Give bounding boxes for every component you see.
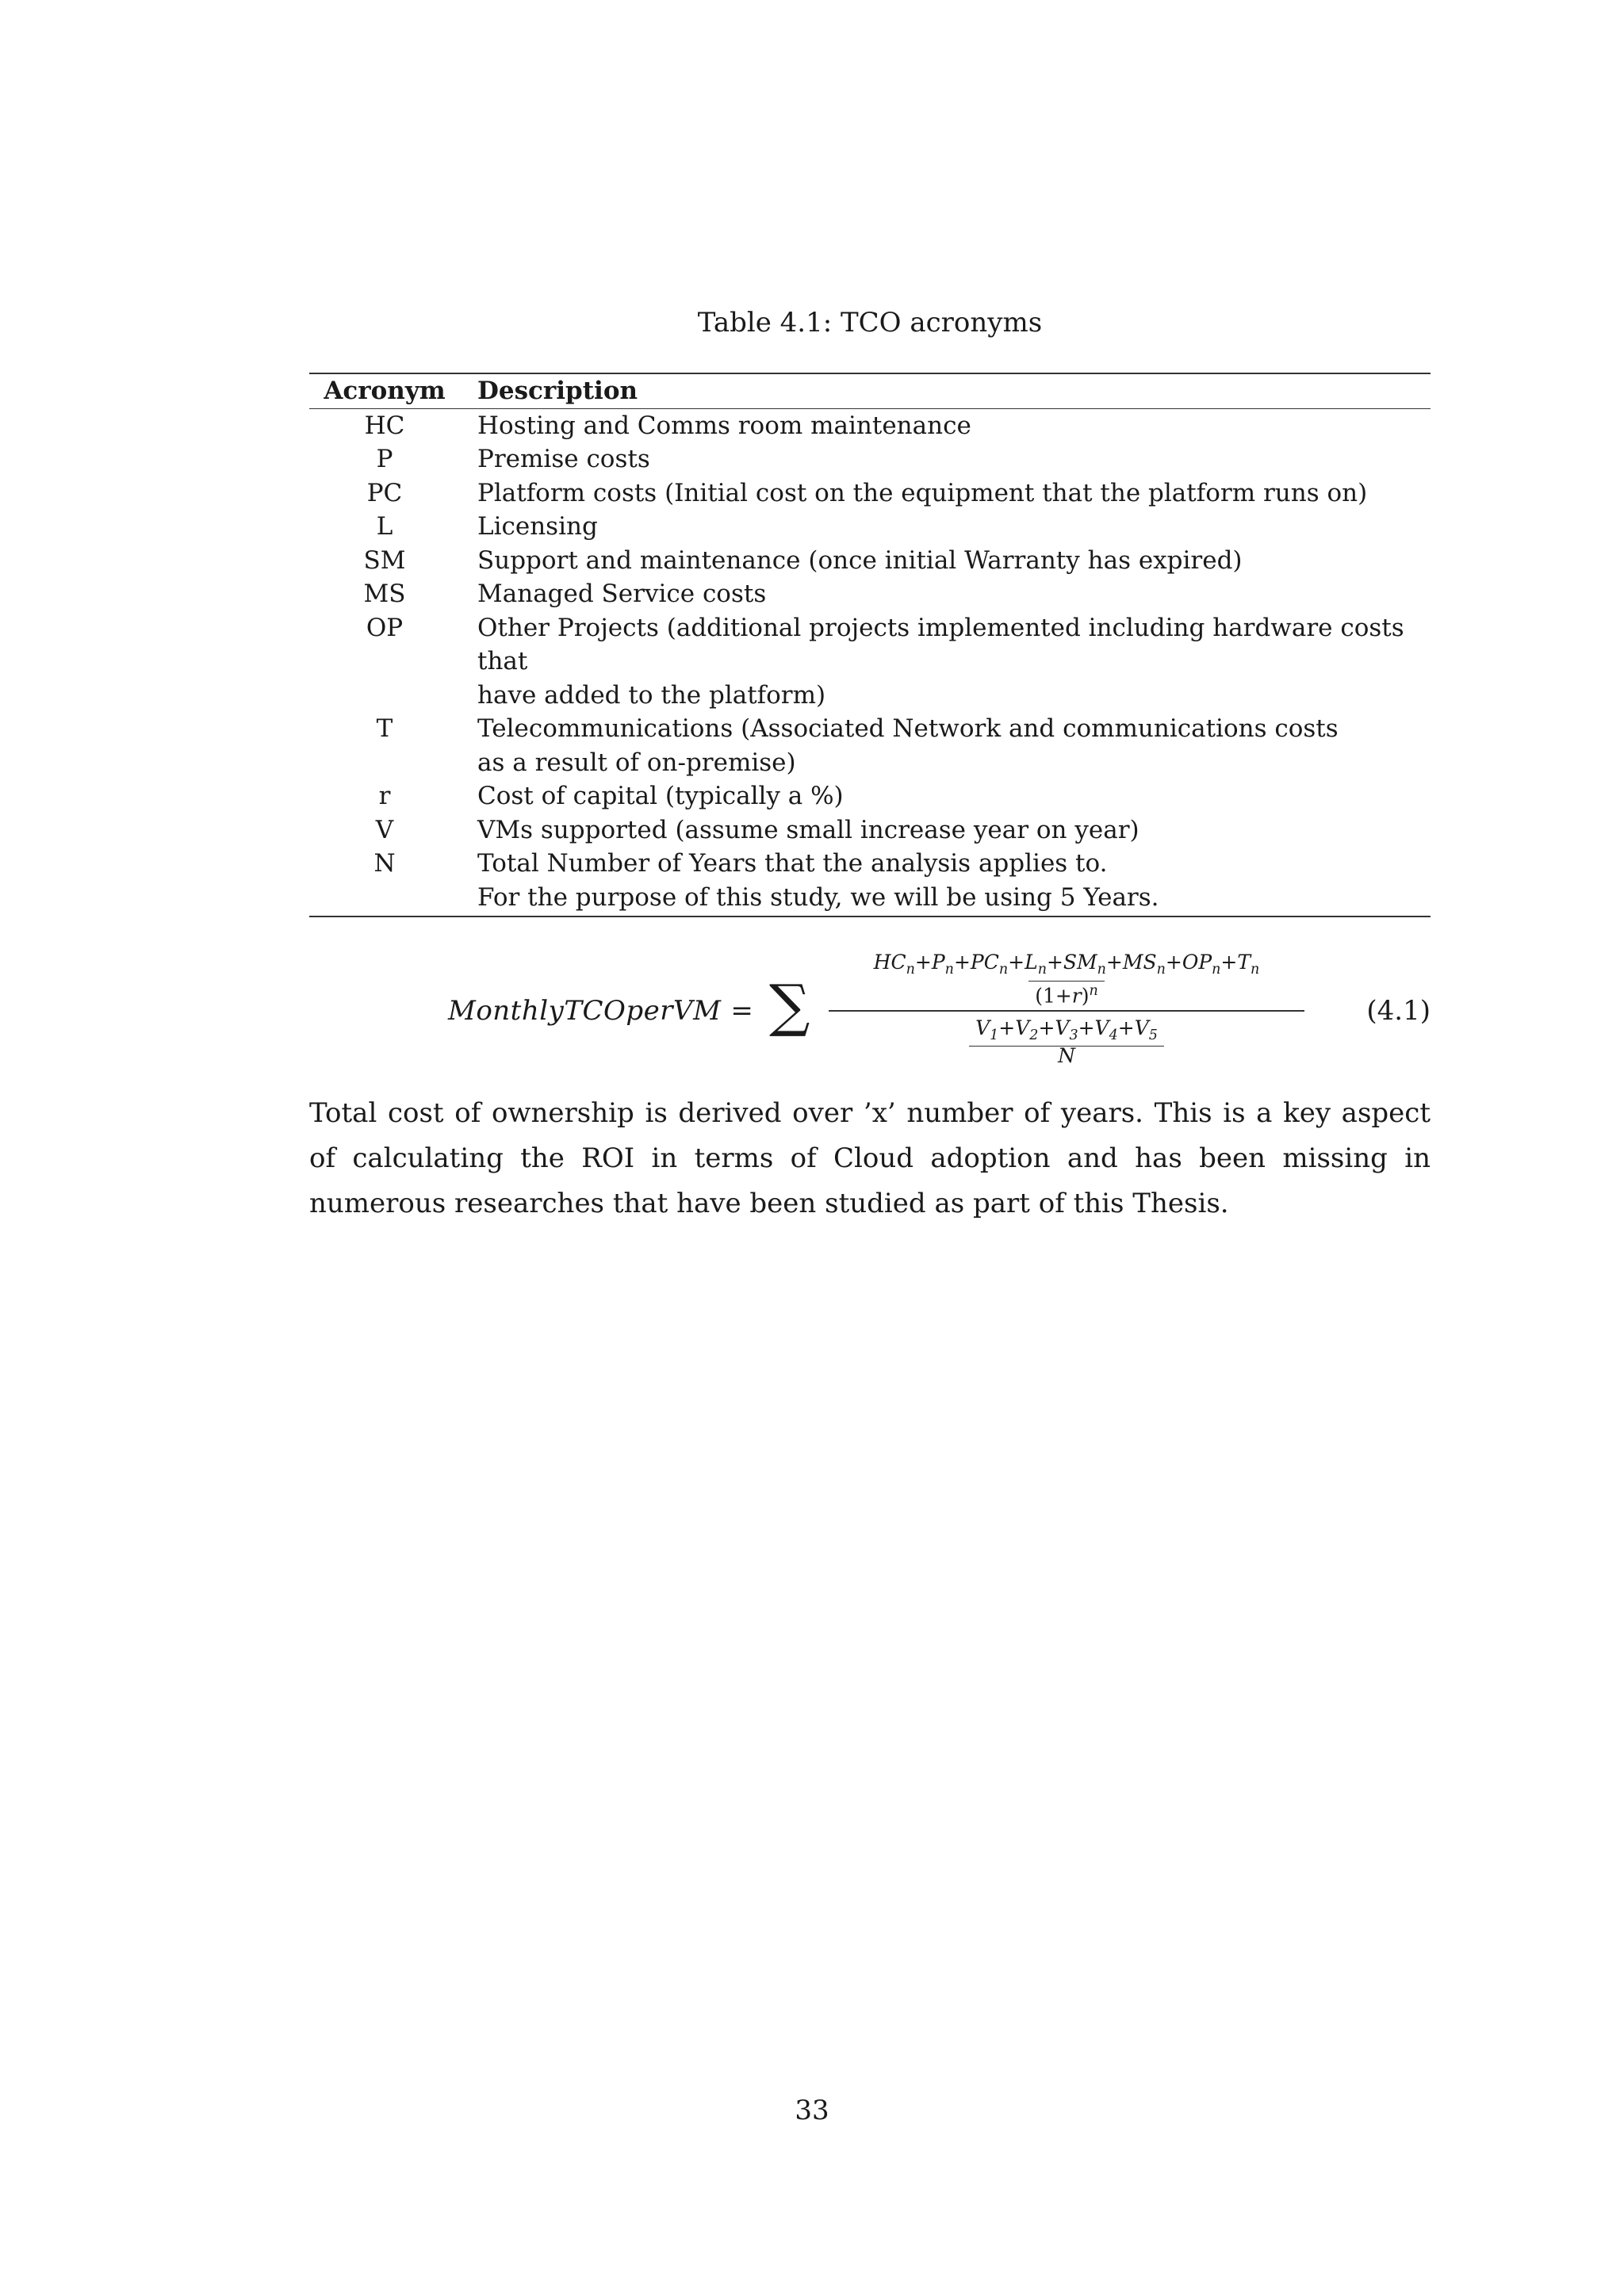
description-line: Total Number of Years that the analysis applies to. bbox=[477, 849, 1108, 878]
description-line: Platform costs (Initial cost on the equipment that the platform runs on) bbox=[477, 478, 1368, 507]
description-line: For the purpose of this study, we will be using 5 Years. bbox=[477, 882, 1159, 912]
tco-acronyms-table bbox=[309, 373, 1431, 917]
acronym-cell: HC bbox=[364, 411, 405, 440]
table-row bbox=[309, 408, 1431, 442]
column-header-description: Description bbox=[477, 373, 1431, 408]
description-cell bbox=[477, 476, 1431, 511]
description-line: Other Projects (additional projects implemented including hardware costs that bbox=[477, 613, 1404, 675]
table-row bbox=[309, 847, 1431, 916]
description-line: Licensing bbox=[477, 512, 598, 541]
description-cell bbox=[477, 712, 1431, 779]
description-line: as a result of on-premise) bbox=[477, 748, 796, 777]
acronym-cell: OP bbox=[366, 613, 404, 642]
description-line: Hosting and Comms room maintenance bbox=[477, 411, 971, 440]
table-row bbox=[309, 813, 1431, 848]
equation-lhs bbox=[448, 995, 753, 1027]
table-row bbox=[309, 442, 1431, 476]
column-header-acronym: Acronym bbox=[309, 373, 477, 408]
table-header-row bbox=[309, 373, 1431, 408]
table-row bbox=[309, 712, 1431, 779]
description-cell bbox=[477, 544, 1431, 578]
summation-symbol: ∑ bbox=[769, 972, 810, 1039]
description-cell bbox=[477, 577, 1431, 611]
cost-sum: $HC_n+P_n+PC_n+L_n+SM_n+MS_n+OP_n+T_n$ bbox=[873, 951, 1260, 978]
table-body bbox=[309, 408, 1431, 916]
table-row bbox=[309, 611, 1431, 713]
acronym-cell: SM bbox=[363, 545, 406, 575]
description-cell bbox=[477, 611, 1431, 713]
description-line: have added to the platform) bbox=[477, 680, 826, 710]
description-cell bbox=[477, 847, 1431, 916]
table-row bbox=[309, 577, 1431, 611]
acronym-cell: PC bbox=[366, 478, 403, 507]
description-cell bbox=[477, 442, 1431, 476]
description-line: Premise costs bbox=[477, 445, 650, 473]
equals-sign: = bbox=[730, 995, 754, 1027]
description-line: VMs supported (assume small increase year on year) bbox=[477, 815, 1139, 844]
equation-4-1 bbox=[309, 951, 1431, 1070]
table-caption: Table 4.1: TCO acronyms bbox=[697, 307, 1043, 339]
description-line: Managed Service costs bbox=[477, 580, 767, 608]
body-paragraph: Total cost of ownership is derived over ’x’ number of years. This is a key aspect of calculating the ROI in terms of Cloud adoption and has been missing in numerous researches that have been studied as part of this Thesis. bbox=[309, 1097, 1431, 1219]
fraction-denominator bbox=[829, 1016, 1304, 1066]
equation-number: (4.1) bbox=[1366, 995, 1431, 1027]
description-line: Support and maintenance (once initial Warranty has expired) bbox=[477, 545, 1243, 575]
acronym-cell: r bbox=[378, 782, 391, 810]
acronym-cell: L bbox=[376, 512, 393, 541]
discount-factor: $(1+r)^n$ bbox=[1028, 981, 1105, 1005]
acronym-cell: P bbox=[376, 445, 393, 473]
table-row bbox=[309, 544, 1431, 578]
table-row bbox=[309, 510, 1431, 544]
description-cell bbox=[477, 779, 1431, 813]
fraction-numerator bbox=[829, 951, 1304, 1007]
fraction-bar bbox=[829, 1010, 1304, 1012]
description-line: Telecommunications (Associated Network and communications costs bbox=[477, 714, 1339, 743]
description-cell bbox=[477, 813, 1431, 848]
table-row bbox=[309, 779, 1431, 813]
equation-lhs-label: MonthlyTCOperVM bbox=[448, 995, 722, 1027]
acronym-cell: V bbox=[375, 815, 394, 844]
description-cell bbox=[477, 408, 1431, 442]
acronym-cell: MS bbox=[363, 580, 406, 608]
acronym-cell: N bbox=[309, 847, 477, 916]
years-count: N bbox=[1058, 1044, 1075, 1068]
page-number: 33 bbox=[795, 2095, 829, 2126]
acronym-cell: T bbox=[376, 714, 393, 743]
table-row bbox=[309, 476, 1431, 511]
description-line: Cost of capital (typically a %) bbox=[477, 782, 844, 810]
description-cell bbox=[477, 510, 1431, 544]
vm-sum: $V_1+V_2+V_3+V_4+V_5$ bbox=[969, 1018, 1164, 1047]
equation-fraction bbox=[829, 951, 1304, 1066]
